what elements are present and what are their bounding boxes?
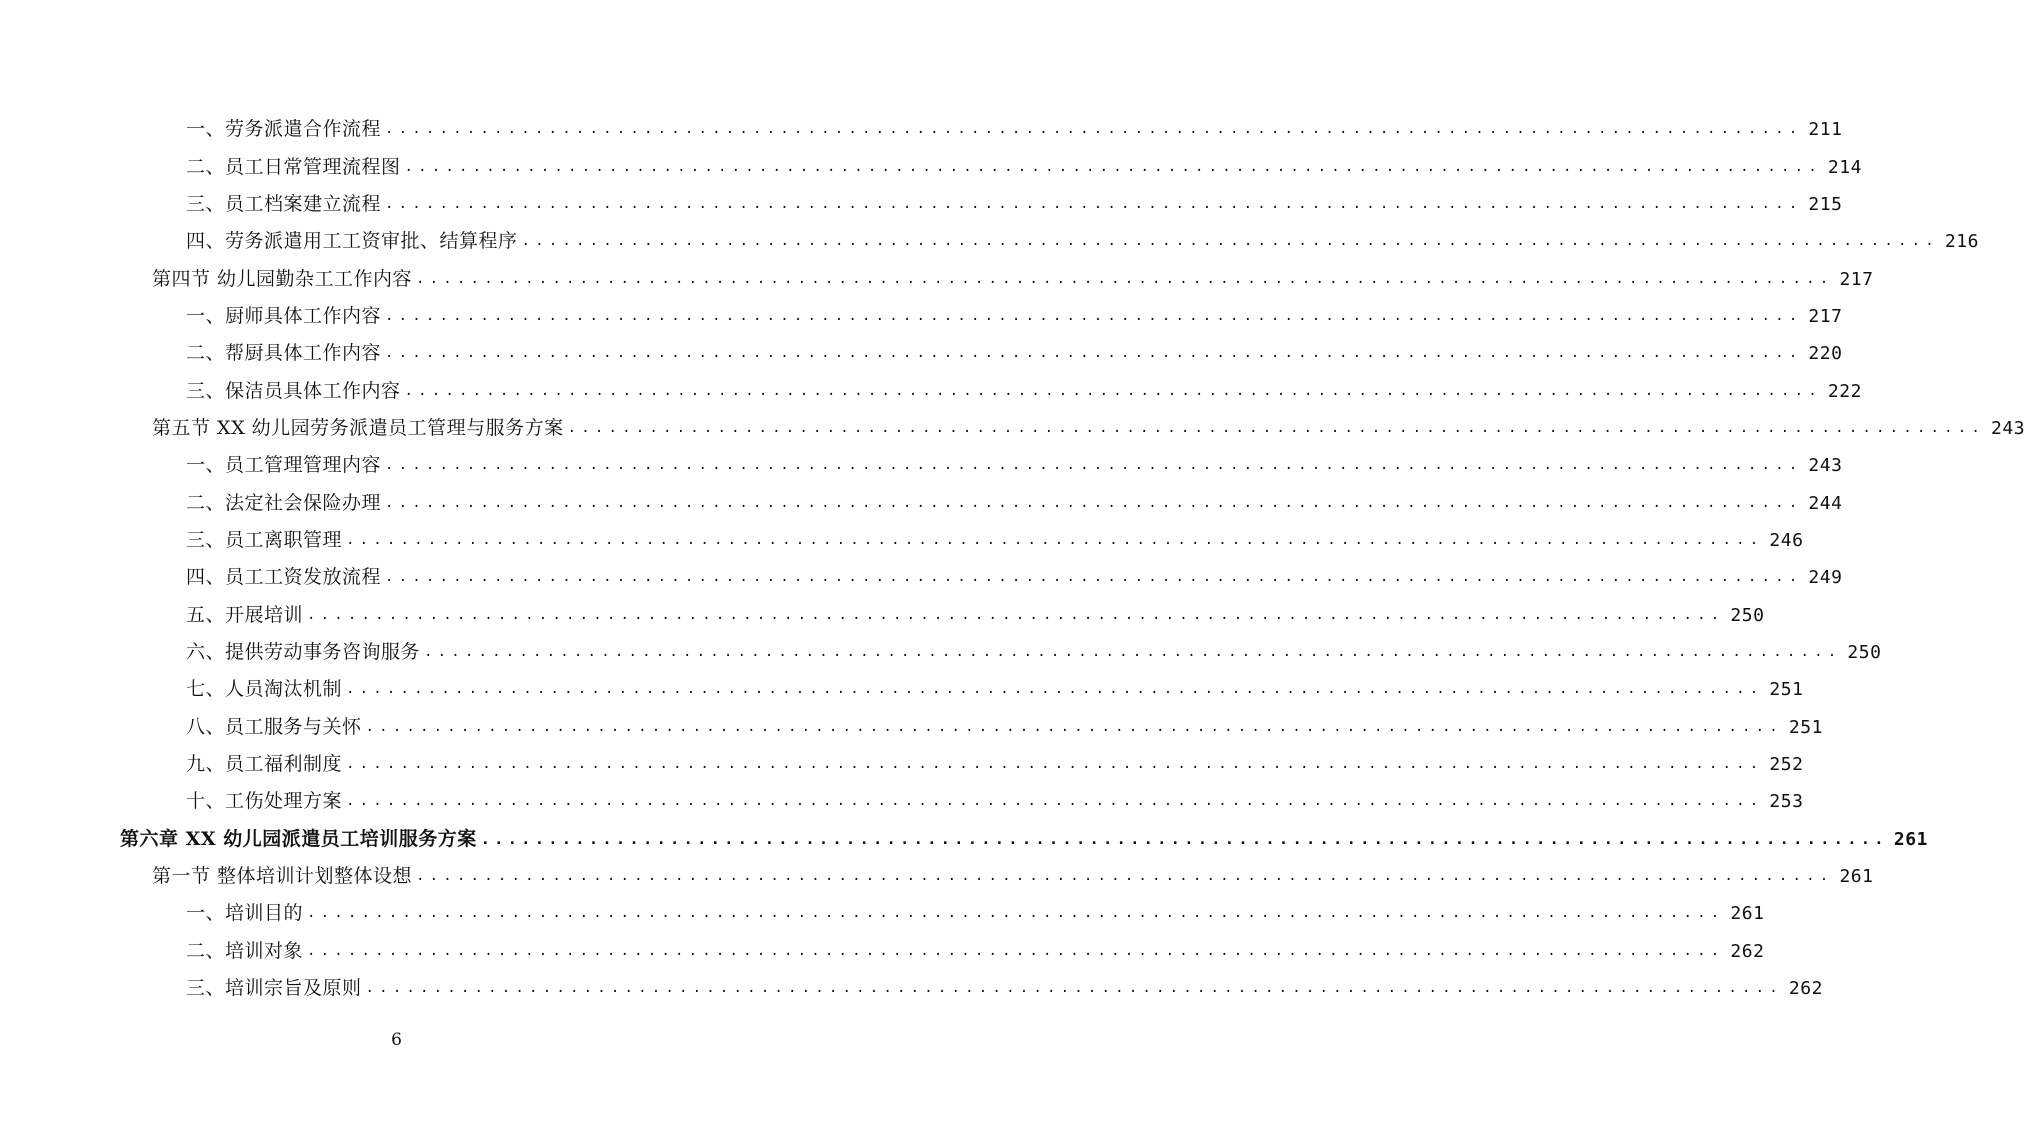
toc-dot-leader: ........................................................................................................ xyxy=(307,606,1725,623)
toc-entry-title: 九、员工福利制度 xyxy=(186,753,343,776)
toc-entry-title: 第四节 幼儿园勤杂工工作内容 xyxy=(152,267,413,290)
toc-entry-page-number: 214 xyxy=(1827,156,1862,178)
toc-entry-item[interactable] xyxy=(0,634,1882,671)
toc-entry-page-number: 253 xyxy=(1769,791,1804,813)
toc-dot-leader: ........................................................................................................ xyxy=(346,793,1764,810)
toc-entry-page-number: 246 xyxy=(1769,529,1804,551)
toc-entry-item[interactable] xyxy=(0,372,1862,409)
toc-entry-page-number: 217 xyxy=(1839,268,1874,290)
toc-entry-title: 一、员工管理管理内容 xyxy=(186,454,382,477)
toc-dot-leader: ........................................................................................................ xyxy=(346,681,1764,698)
toc-entry-page-number: 243 xyxy=(1991,417,2025,439)
toc-entry-page-number: 250 xyxy=(1847,641,1882,663)
toc-entry-page-number: 262 xyxy=(1788,978,1823,1000)
toc-dot-leader: ........................................................................................................ xyxy=(346,531,1764,548)
toc-entry-item[interactable] xyxy=(0,671,1804,708)
toc-entry-title: 一、培训目的 xyxy=(186,902,304,925)
toc-dot-leader: ........................................................................................................ xyxy=(365,980,1783,997)
toc-entry-title: 三、培训宗旨及原则 xyxy=(186,977,362,1000)
toc-entry-page-number: 261 xyxy=(1839,866,1874,888)
toc-entry-title: 四、员工工资发放流程 xyxy=(186,566,382,589)
toc-dot-leader: ........................................................................................................ xyxy=(307,905,1725,922)
toc-entry-title: 一、厨师具体工作内容 xyxy=(186,304,382,327)
toc-entry-page-number: 262 xyxy=(1730,940,1765,962)
toc-entry-item[interactable] xyxy=(0,709,1823,746)
toc-entry-section[interactable] xyxy=(0,858,1874,895)
toc-entry-page-number: 251 xyxy=(1769,679,1804,701)
toc-entry-title: 第一节 整体培训计划整体设想 xyxy=(152,865,413,888)
toc-entry-title: 七、人员淘汰机制 xyxy=(186,678,343,701)
toc-entry-item[interactable] xyxy=(0,596,1765,633)
toc-entry-page-number: 222 xyxy=(1827,380,1862,402)
toc-entry-title: 六、提供劳动事务咨询服务 xyxy=(186,640,421,663)
toc-dot-leader: ........................................................................................................ xyxy=(365,718,1783,735)
toc-entry-title: 一、劳务派遣合作流程 xyxy=(186,118,382,141)
toc-entry-page-number: 251 xyxy=(1788,716,1823,738)
toc-dot-leader: ........................................................................................................ xyxy=(385,569,1803,586)
toc-entry-title: 八、员工服务与关怀 xyxy=(186,715,362,738)
toc-dot-leader: ........................................................................................................ xyxy=(480,829,1888,848)
toc-entry-title: 五、开展培训 xyxy=(186,603,304,626)
toc-entry-page-number: 211 xyxy=(1808,119,1843,141)
toc-entry-page-number: 250 xyxy=(1730,604,1765,626)
toc-entry-title: 四、劳务派遣用工工资审批、结算程序 xyxy=(186,230,518,253)
toc-dot-leader: ........................................................................................................ xyxy=(404,158,1822,175)
toc-entry-title: 第六章 XX 幼儿园派遣员工培训服务方案 xyxy=(120,827,477,850)
toc-dot-leader: ........................................................................................................ xyxy=(346,756,1764,773)
toc-dot-leader: ........................................................................................................ xyxy=(385,457,1803,474)
toc-entry-item[interactable] xyxy=(0,484,1843,521)
toc-entry-item[interactable] xyxy=(0,746,1804,783)
toc-entry-title: 三、员工离职管理 xyxy=(186,528,343,551)
toc-dot-leader: ........................................................................................................ xyxy=(385,494,1803,511)
toc-dot-leader: ........................................................................................................ xyxy=(385,307,1803,324)
toc-entry-item[interactable] xyxy=(0,111,1843,148)
toc-dot-leader: ........................................................................................................ xyxy=(404,382,1822,399)
toc-entry-page-number: 216 xyxy=(1944,231,1979,253)
toc-dot-leader: ........................................................................................................ xyxy=(385,195,1803,212)
toc-entry-title: 三、员工档案建立流程 xyxy=(186,192,382,215)
table-of-contents xyxy=(0,111,2025,1007)
toc-entry-item[interactable] xyxy=(0,559,1843,596)
toc-entry-item[interactable] xyxy=(0,970,1823,1007)
toc-entry-item[interactable] xyxy=(0,298,1843,335)
toc-dot-leader: ........................................................................................................ xyxy=(521,233,1939,250)
toc-dot-leader: ........................................................................................................ xyxy=(307,942,1725,959)
toc-dot-leader: ........................................................................................................ xyxy=(385,121,1803,138)
toc-entry-item[interactable] xyxy=(0,335,1843,372)
toc-dot-leader: ........................................................................................................ xyxy=(416,270,1834,287)
toc-entry-title: 二、培训对象 xyxy=(186,939,304,962)
toc-entry-page-number: 215 xyxy=(1808,193,1843,215)
toc-entry-page-number: 244 xyxy=(1808,492,1843,514)
toc-entry-page-number: 217 xyxy=(1808,305,1843,327)
toc-entry-chapter[interactable] xyxy=(0,821,1928,858)
toc-entry-title: 第五节 XX 幼儿园劳务派遣员工管理与服务方案 xyxy=(152,416,564,439)
toc-entry-item[interactable] xyxy=(0,895,1765,932)
toc-dot-leader: ........................................................................................................ xyxy=(385,345,1803,362)
toc-entry-item[interactable] xyxy=(0,783,1804,820)
toc-entry-item[interactable] xyxy=(0,148,1862,185)
toc-entry-section[interactable] xyxy=(0,260,1874,297)
toc-entry-page-number: 252 xyxy=(1769,754,1804,776)
toc-entry-page-number: 261 xyxy=(1893,828,1928,850)
page-number: 6 xyxy=(391,1030,402,1050)
toc-entry-title: 三、保洁员具体工作内容 xyxy=(186,379,401,402)
toc-entry-title: 二、法定社会保险办理 xyxy=(186,491,382,514)
toc-entry-page-number: 220 xyxy=(1808,343,1843,365)
toc-entry-title: 十、工伤处理方案 xyxy=(186,790,343,813)
toc-entry-item[interactable] xyxy=(0,522,1804,559)
toc-entry-page-number: 249 xyxy=(1808,567,1843,589)
toc-entry-page-number: 243 xyxy=(1808,455,1843,477)
toc-entry-item[interactable] xyxy=(0,447,1843,484)
toc-entry-item[interactable] xyxy=(0,223,1979,260)
toc-entry-page-number: 261 xyxy=(1730,903,1765,925)
toc-dot-leader: ........................................................................................................ xyxy=(567,419,1986,436)
toc-entry-title: 二、帮厨具体工作内容 xyxy=(186,342,382,365)
toc-entry-title: 二、员工日常管理流程图 xyxy=(186,155,401,178)
toc-dot-leader: ........................................................................................................ xyxy=(424,643,1842,660)
toc-entry-section[interactable] xyxy=(0,410,2025,447)
toc-entry-item[interactable] xyxy=(0,186,1843,223)
toc-entry-item[interactable] xyxy=(0,933,1765,970)
toc-dot-leader: ........................................................................................................ xyxy=(416,868,1834,885)
